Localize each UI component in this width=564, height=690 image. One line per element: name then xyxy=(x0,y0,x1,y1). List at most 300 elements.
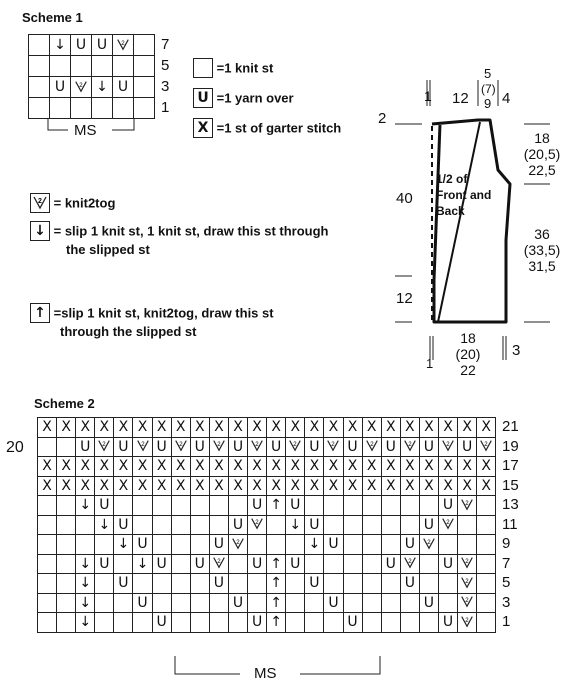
knit-cell xyxy=(171,593,190,613)
legend-knit2tog: 2 = knit2tog xyxy=(30,193,115,213)
yarn-over-cell: U xyxy=(114,437,133,457)
knit2tog-cell xyxy=(438,515,457,535)
svg-text:2: 2 xyxy=(446,441,450,449)
slip-up-cell: ↑ xyxy=(267,574,286,594)
svg-text:2: 2 xyxy=(38,198,42,205)
scheme2-row-number: 13 xyxy=(502,496,519,513)
knit-cell xyxy=(190,496,209,516)
knit-cell xyxy=(57,515,76,535)
yarn-over-cell: U xyxy=(113,77,134,98)
knit-cell xyxy=(113,98,134,119)
knit-cell xyxy=(50,98,71,119)
grid-row xyxy=(29,35,155,56)
scheme2-row-number: 9 xyxy=(502,535,511,552)
garter-cell: X xyxy=(286,418,305,438)
knit-cell xyxy=(400,496,419,516)
knit-cell xyxy=(362,574,381,594)
grid-row xyxy=(38,554,496,574)
garter-cell: X xyxy=(57,476,76,496)
knit2tog-icon xyxy=(441,516,455,530)
knit-cell xyxy=(267,535,286,555)
yarn-over-cell: U xyxy=(228,515,247,535)
knit2tog-icon xyxy=(74,79,88,93)
garter-cell: X xyxy=(305,476,324,496)
knit-cell xyxy=(324,496,343,516)
garter-cell: X xyxy=(248,476,267,496)
yarn-over-cell: U xyxy=(343,437,362,457)
knit-cell xyxy=(38,593,57,613)
yarn-over-cell: U xyxy=(305,515,324,535)
knit-cell xyxy=(381,574,400,594)
garter-cell: X xyxy=(57,457,76,477)
knit2tog-cell xyxy=(458,554,477,574)
knit-cell xyxy=(57,593,76,613)
garter-cell: X xyxy=(419,457,438,477)
knit2tog-cell xyxy=(133,437,152,457)
garter-cell: X xyxy=(228,418,247,438)
knit-cell xyxy=(228,496,247,516)
garter-cell: X xyxy=(95,457,114,477)
knit-cell xyxy=(29,56,50,77)
yarn-over-cell: U xyxy=(190,554,209,574)
schematic-top-5: 5 xyxy=(484,66,492,81)
knit-cell xyxy=(190,613,209,633)
scheme2-grid xyxy=(37,417,496,633)
grid-row xyxy=(29,77,155,98)
knit-cell xyxy=(458,535,477,555)
slip-down-cell: ↓ xyxy=(50,35,71,56)
garter-cell: X xyxy=(458,457,477,477)
yarn-over-cell: U xyxy=(419,593,438,613)
knit-cell xyxy=(362,515,381,535)
yarn-over-cell: U xyxy=(133,535,152,555)
legend-knit: =1 knit st xyxy=(193,58,273,78)
knit-cell xyxy=(152,515,171,535)
svg-text:2: 2 xyxy=(121,39,125,47)
knit2tog-icon xyxy=(326,438,340,452)
schematic-left-12: 12 xyxy=(396,290,413,307)
garter-cell: X xyxy=(190,457,209,477)
knit-cell xyxy=(477,535,496,555)
knit-cell xyxy=(209,515,228,535)
yarn-over-cell: U xyxy=(305,437,324,457)
garter-cell: X xyxy=(458,418,477,438)
knit-cell xyxy=(171,554,190,574)
slip-down-cell: ↓ xyxy=(305,535,324,555)
yarn-over-cell: U xyxy=(92,35,113,56)
svg-text:2: 2 xyxy=(465,499,469,507)
knit-cell xyxy=(419,554,438,574)
knit-cell xyxy=(190,593,209,613)
knit2tog-cell xyxy=(458,613,477,633)
svg-text:2: 2 xyxy=(369,441,374,449)
grid-row xyxy=(38,593,496,613)
knit-cell xyxy=(133,613,152,633)
garter-cell: X xyxy=(267,418,286,438)
garter-cell: X xyxy=(114,476,133,496)
knit2tog-icon xyxy=(136,438,150,452)
knit-cell xyxy=(114,554,133,574)
knit-cell xyxy=(477,515,496,535)
garter-cell: X xyxy=(133,476,152,496)
yarn-over-cell: U xyxy=(95,554,114,574)
yarn-over-cell: U xyxy=(228,437,247,457)
knit-cell xyxy=(438,593,457,613)
knit2tog-cell xyxy=(209,437,228,457)
svg-text:2: 2 xyxy=(255,519,259,527)
yarn-over-cell: U xyxy=(419,515,438,535)
knit-cell xyxy=(71,98,92,119)
yarn-over-symbol: U xyxy=(193,88,213,108)
knit-cell xyxy=(134,35,155,56)
garter-cell: X xyxy=(38,418,57,438)
garter-cell: X xyxy=(438,457,457,477)
scheme2-ms-label: MS xyxy=(250,665,281,682)
knit-cell xyxy=(362,613,381,633)
schematic-right-lower: 36 (33,5) 31,5 xyxy=(523,226,561,274)
scheme2-row-number: 17 xyxy=(502,457,519,474)
knit-cell xyxy=(228,574,247,594)
knit2tog-icon xyxy=(212,555,226,569)
garter-cell: X xyxy=(286,457,305,477)
garter-cell: X xyxy=(114,457,133,477)
knit2tog-icon xyxy=(403,438,417,452)
scheme1-row-number: 7 xyxy=(161,35,170,53)
garter-cell: X xyxy=(343,418,362,438)
slip-down-cell: ↓ xyxy=(92,77,113,98)
knit-cell xyxy=(76,515,95,535)
scheme2-row-number: 15 xyxy=(502,477,519,494)
svg-text:2: 2 xyxy=(255,441,259,449)
knit-cell xyxy=(95,535,114,555)
knit-cell xyxy=(133,496,152,516)
knit-cell xyxy=(76,535,95,555)
garter-cell: X xyxy=(57,418,76,438)
svg-text:2: 2 xyxy=(140,441,145,449)
yarn-over-cell: U xyxy=(76,437,95,457)
yarn-over-cell: U xyxy=(324,593,343,613)
svg-text:2: 2 xyxy=(408,558,412,566)
knit-cell xyxy=(95,593,114,613)
garter-cell: X xyxy=(209,457,228,477)
knit-cell xyxy=(381,593,400,613)
garter-cell: X xyxy=(267,476,286,496)
knit2tog-cell xyxy=(419,535,438,555)
knit-cell xyxy=(286,613,305,633)
yarn-over-cell: U xyxy=(419,437,438,457)
knit-cell xyxy=(267,515,286,535)
knit2tog-cell xyxy=(438,437,457,457)
schematic-top-9: 9 xyxy=(484,96,492,111)
knit-cell xyxy=(190,515,209,535)
yarn-over-cell: U xyxy=(133,593,152,613)
garter-cell: X xyxy=(419,476,438,496)
garter-cell: X xyxy=(438,418,457,438)
garter-cell: X xyxy=(305,457,324,477)
knit-cell xyxy=(152,496,171,516)
yarn-over-cell: U xyxy=(248,613,267,633)
svg-text:2: 2 xyxy=(331,441,336,449)
garter-cell: X xyxy=(95,476,114,496)
knit-cell xyxy=(57,574,76,594)
legend-yarn-over: U =1 yarn over xyxy=(193,88,294,108)
knit2tog-cell xyxy=(458,496,477,516)
legend-slip-up-line2: through the slipped st xyxy=(60,324,197,339)
knit2tog-cell xyxy=(324,437,343,457)
slip-down-cell: ↓ xyxy=(76,554,95,574)
slip-up-cell: ↑ xyxy=(267,554,286,574)
svg-text:2: 2 xyxy=(465,577,469,585)
knit-cell xyxy=(134,77,155,98)
slip-down-cell: ↓ xyxy=(76,496,95,516)
knit2tog-cell xyxy=(400,437,419,457)
knit-cell xyxy=(343,535,362,555)
knit2tog-icon xyxy=(422,536,436,550)
garter-cell: X xyxy=(438,476,457,496)
garter-cell: X xyxy=(228,457,247,477)
knit-cell xyxy=(362,593,381,613)
knit-cell xyxy=(324,515,343,535)
scheme2-title: Scheme 2 xyxy=(34,396,95,411)
legend-slip-down: ↓ = slip 1 knit st, 1 knit st, draw this st through xyxy=(30,221,328,241)
garter-cell: X xyxy=(400,457,419,477)
schematic-left-2: 2 xyxy=(378,110,387,127)
knit-cell xyxy=(171,574,190,594)
knit-cell xyxy=(324,554,343,574)
knit-cell xyxy=(113,56,134,77)
knit2tog-cell xyxy=(171,437,190,457)
garter-cell: X xyxy=(400,418,419,438)
yarn-over-cell: U xyxy=(152,437,171,457)
knit-cell xyxy=(133,515,152,535)
knit2tog-icon xyxy=(365,438,379,452)
knit-cell xyxy=(248,593,267,613)
knit-cell xyxy=(171,535,190,555)
knit2tog-icon xyxy=(460,614,474,628)
scheme2-left-number: 20 xyxy=(6,439,24,456)
garter-cell: X xyxy=(133,457,152,477)
knit-cell xyxy=(286,574,305,594)
yarn-over-cell: U xyxy=(400,574,419,594)
knit-cell xyxy=(209,496,228,516)
scheme1-grid xyxy=(28,34,155,119)
svg-text:2: 2 xyxy=(79,81,83,89)
yarn-over-cell: U xyxy=(71,35,92,56)
yarn-over-cell: U xyxy=(152,613,171,633)
knit-cell xyxy=(114,593,133,613)
knit-cell xyxy=(305,613,324,633)
yarn-over-cell: U xyxy=(209,535,228,555)
grid-row xyxy=(29,98,155,119)
knit2tog-cell xyxy=(400,554,419,574)
garter-symbol: X xyxy=(193,118,213,138)
garter-cell: X xyxy=(209,418,228,438)
knit2tog-cell xyxy=(362,437,381,457)
schematic-top-7: (7) xyxy=(481,82,496,96)
knit2tog-cell xyxy=(286,437,305,457)
knit-cell xyxy=(305,496,324,516)
scheme1-title: Scheme 1 xyxy=(22,10,83,25)
knit-cell xyxy=(343,593,362,613)
knit-cell xyxy=(381,535,400,555)
knit2tog-icon xyxy=(403,555,417,569)
knit-cell xyxy=(92,56,113,77)
scheme2-row-number: 1 xyxy=(502,613,511,630)
slip-down-icon: ↓ xyxy=(30,221,50,241)
yarn-over-cell: U xyxy=(286,554,305,574)
garter-cell: X xyxy=(324,476,343,496)
knit2tog-icon xyxy=(97,438,111,452)
yarn-over-cell: U xyxy=(438,613,457,633)
knit-cell xyxy=(209,593,228,613)
svg-text:2: 2 xyxy=(465,597,469,605)
knit-cell xyxy=(343,554,362,574)
knit2tog-icon xyxy=(460,497,474,511)
yarn-over-cell: U xyxy=(343,613,362,633)
knit-cell xyxy=(95,613,114,633)
svg-text:2: 2 xyxy=(427,538,431,546)
grid-row xyxy=(38,437,496,457)
knit2tog-cell xyxy=(113,35,134,56)
garter-cell: X xyxy=(324,457,343,477)
yarn-over-cell: U xyxy=(114,574,133,594)
yarn-over-cell: U xyxy=(381,437,400,457)
knit2tog-cell xyxy=(458,574,477,594)
knit2tog-icon xyxy=(174,438,188,452)
knit-cell xyxy=(71,56,92,77)
knit-cell xyxy=(50,56,71,77)
garter-cell: X xyxy=(76,476,95,496)
yarn-over-cell: U xyxy=(95,496,114,516)
garter-cell: X xyxy=(324,418,343,438)
knit-cell xyxy=(362,496,381,516)
slip-down-cell: ↓ xyxy=(114,535,133,555)
knit-cell xyxy=(134,56,155,77)
knit-cell xyxy=(477,574,496,594)
knit-cell xyxy=(209,613,228,633)
knit2tog-icon xyxy=(460,594,474,608)
yarn-over-cell: U xyxy=(228,593,247,613)
garter-cell: X xyxy=(38,457,57,477)
slip-down-cell: ↓ xyxy=(95,515,114,535)
knit-cell xyxy=(286,535,305,555)
schematic-label-1: 1/2 of xyxy=(436,172,468,186)
garter-cell: X xyxy=(190,476,209,496)
garter-cell: X xyxy=(152,457,171,477)
knit-cell xyxy=(190,535,209,555)
knit-symbol-box xyxy=(193,58,213,78)
knit-cell xyxy=(477,613,496,633)
svg-text:2: 2 xyxy=(465,558,469,566)
knit-cell xyxy=(438,535,457,555)
garter-cell: X xyxy=(248,457,267,477)
svg-text:2: 2 xyxy=(408,441,412,449)
knit-cell xyxy=(29,77,50,98)
garter-cell: X xyxy=(171,418,190,438)
knit-cell xyxy=(400,593,419,613)
yarn-over-cell: U xyxy=(248,554,267,574)
garter-cell: X xyxy=(381,476,400,496)
yarn-over-cell: U xyxy=(324,535,343,555)
svg-text:2: 2 xyxy=(179,441,183,449)
knit2tog-cell xyxy=(95,437,114,457)
knit-cell xyxy=(171,613,190,633)
knit-cell xyxy=(38,554,57,574)
legend-slip-down-line2: the slipped st xyxy=(66,242,150,257)
garter-cell: X xyxy=(209,476,228,496)
yarn-over-cell: U xyxy=(305,574,324,594)
garter-cell: X xyxy=(362,457,381,477)
slip-up-cell: ↑ xyxy=(267,496,286,516)
garter-cell: X xyxy=(343,476,362,496)
scheme2-row-number: 11 xyxy=(502,516,518,533)
knit-cell xyxy=(57,496,76,516)
schematic-right-upper: 18 (20,5) 22,5 xyxy=(523,130,561,178)
knit-cell xyxy=(38,613,57,633)
knit-cell xyxy=(133,574,152,594)
grid-row xyxy=(38,476,496,496)
knit-cell xyxy=(38,574,57,594)
knit-cell xyxy=(343,515,362,535)
garter-cell: X xyxy=(362,418,381,438)
knit2tog-icon xyxy=(212,438,226,452)
knit-cell xyxy=(248,535,267,555)
yarn-over-cell: U xyxy=(114,515,133,535)
knit-cell xyxy=(38,437,57,457)
slip-up-cell: ↑ xyxy=(267,593,286,613)
schematic-label-2: Front and xyxy=(436,188,492,202)
yarn-over-cell: U xyxy=(458,437,477,457)
knit2tog-icon xyxy=(250,516,264,530)
slip-down-cell: ↓ xyxy=(76,613,95,633)
knit2tog-icon xyxy=(250,438,264,452)
yarn-over-cell: U xyxy=(209,574,228,594)
knit2tog-icon xyxy=(231,536,245,550)
knit-cell xyxy=(400,613,419,633)
svg-text:2: 2 xyxy=(102,441,107,449)
garter-cell: X xyxy=(477,476,496,496)
yarn-over-cell: U xyxy=(248,496,267,516)
knit-cell xyxy=(419,574,438,594)
knit-cell xyxy=(95,574,114,594)
scheme1-row-number: 3 xyxy=(161,77,170,95)
knit-cell xyxy=(419,496,438,516)
knit-cell xyxy=(477,496,496,516)
grid-row xyxy=(38,515,496,535)
schematic-left-40: 40 xyxy=(396,190,413,207)
knit-cell xyxy=(57,613,76,633)
knit-cell xyxy=(477,554,496,574)
yarn-over-cell: U xyxy=(267,437,286,457)
legend-garter: X =1 st of garter stitch xyxy=(193,118,341,138)
knit-cell xyxy=(477,593,496,613)
garter-cell: X xyxy=(458,476,477,496)
knit-cell xyxy=(134,98,155,119)
knit2tog-cell xyxy=(248,515,267,535)
garter-cell: X xyxy=(190,418,209,438)
svg-text:2: 2 xyxy=(293,441,297,449)
knit2tog-cell xyxy=(458,593,477,613)
garter-cell: X xyxy=(171,476,190,496)
schematic-top-12: 12 xyxy=(452,90,469,107)
grid-row xyxy=(38,574,496,594)
slip-down-cell: ↓ xyxy=(286,515,305,535)
knit-cell xyxy=(419,613,438,633)
grid-row xyxy=(29,56,155,77)
schematic-tick-top: 1 xyxy=(424,88,432,104)
grid-row xyxy=(38,418,496,438)
knit-cell xyxy=(362,535,381,555)
